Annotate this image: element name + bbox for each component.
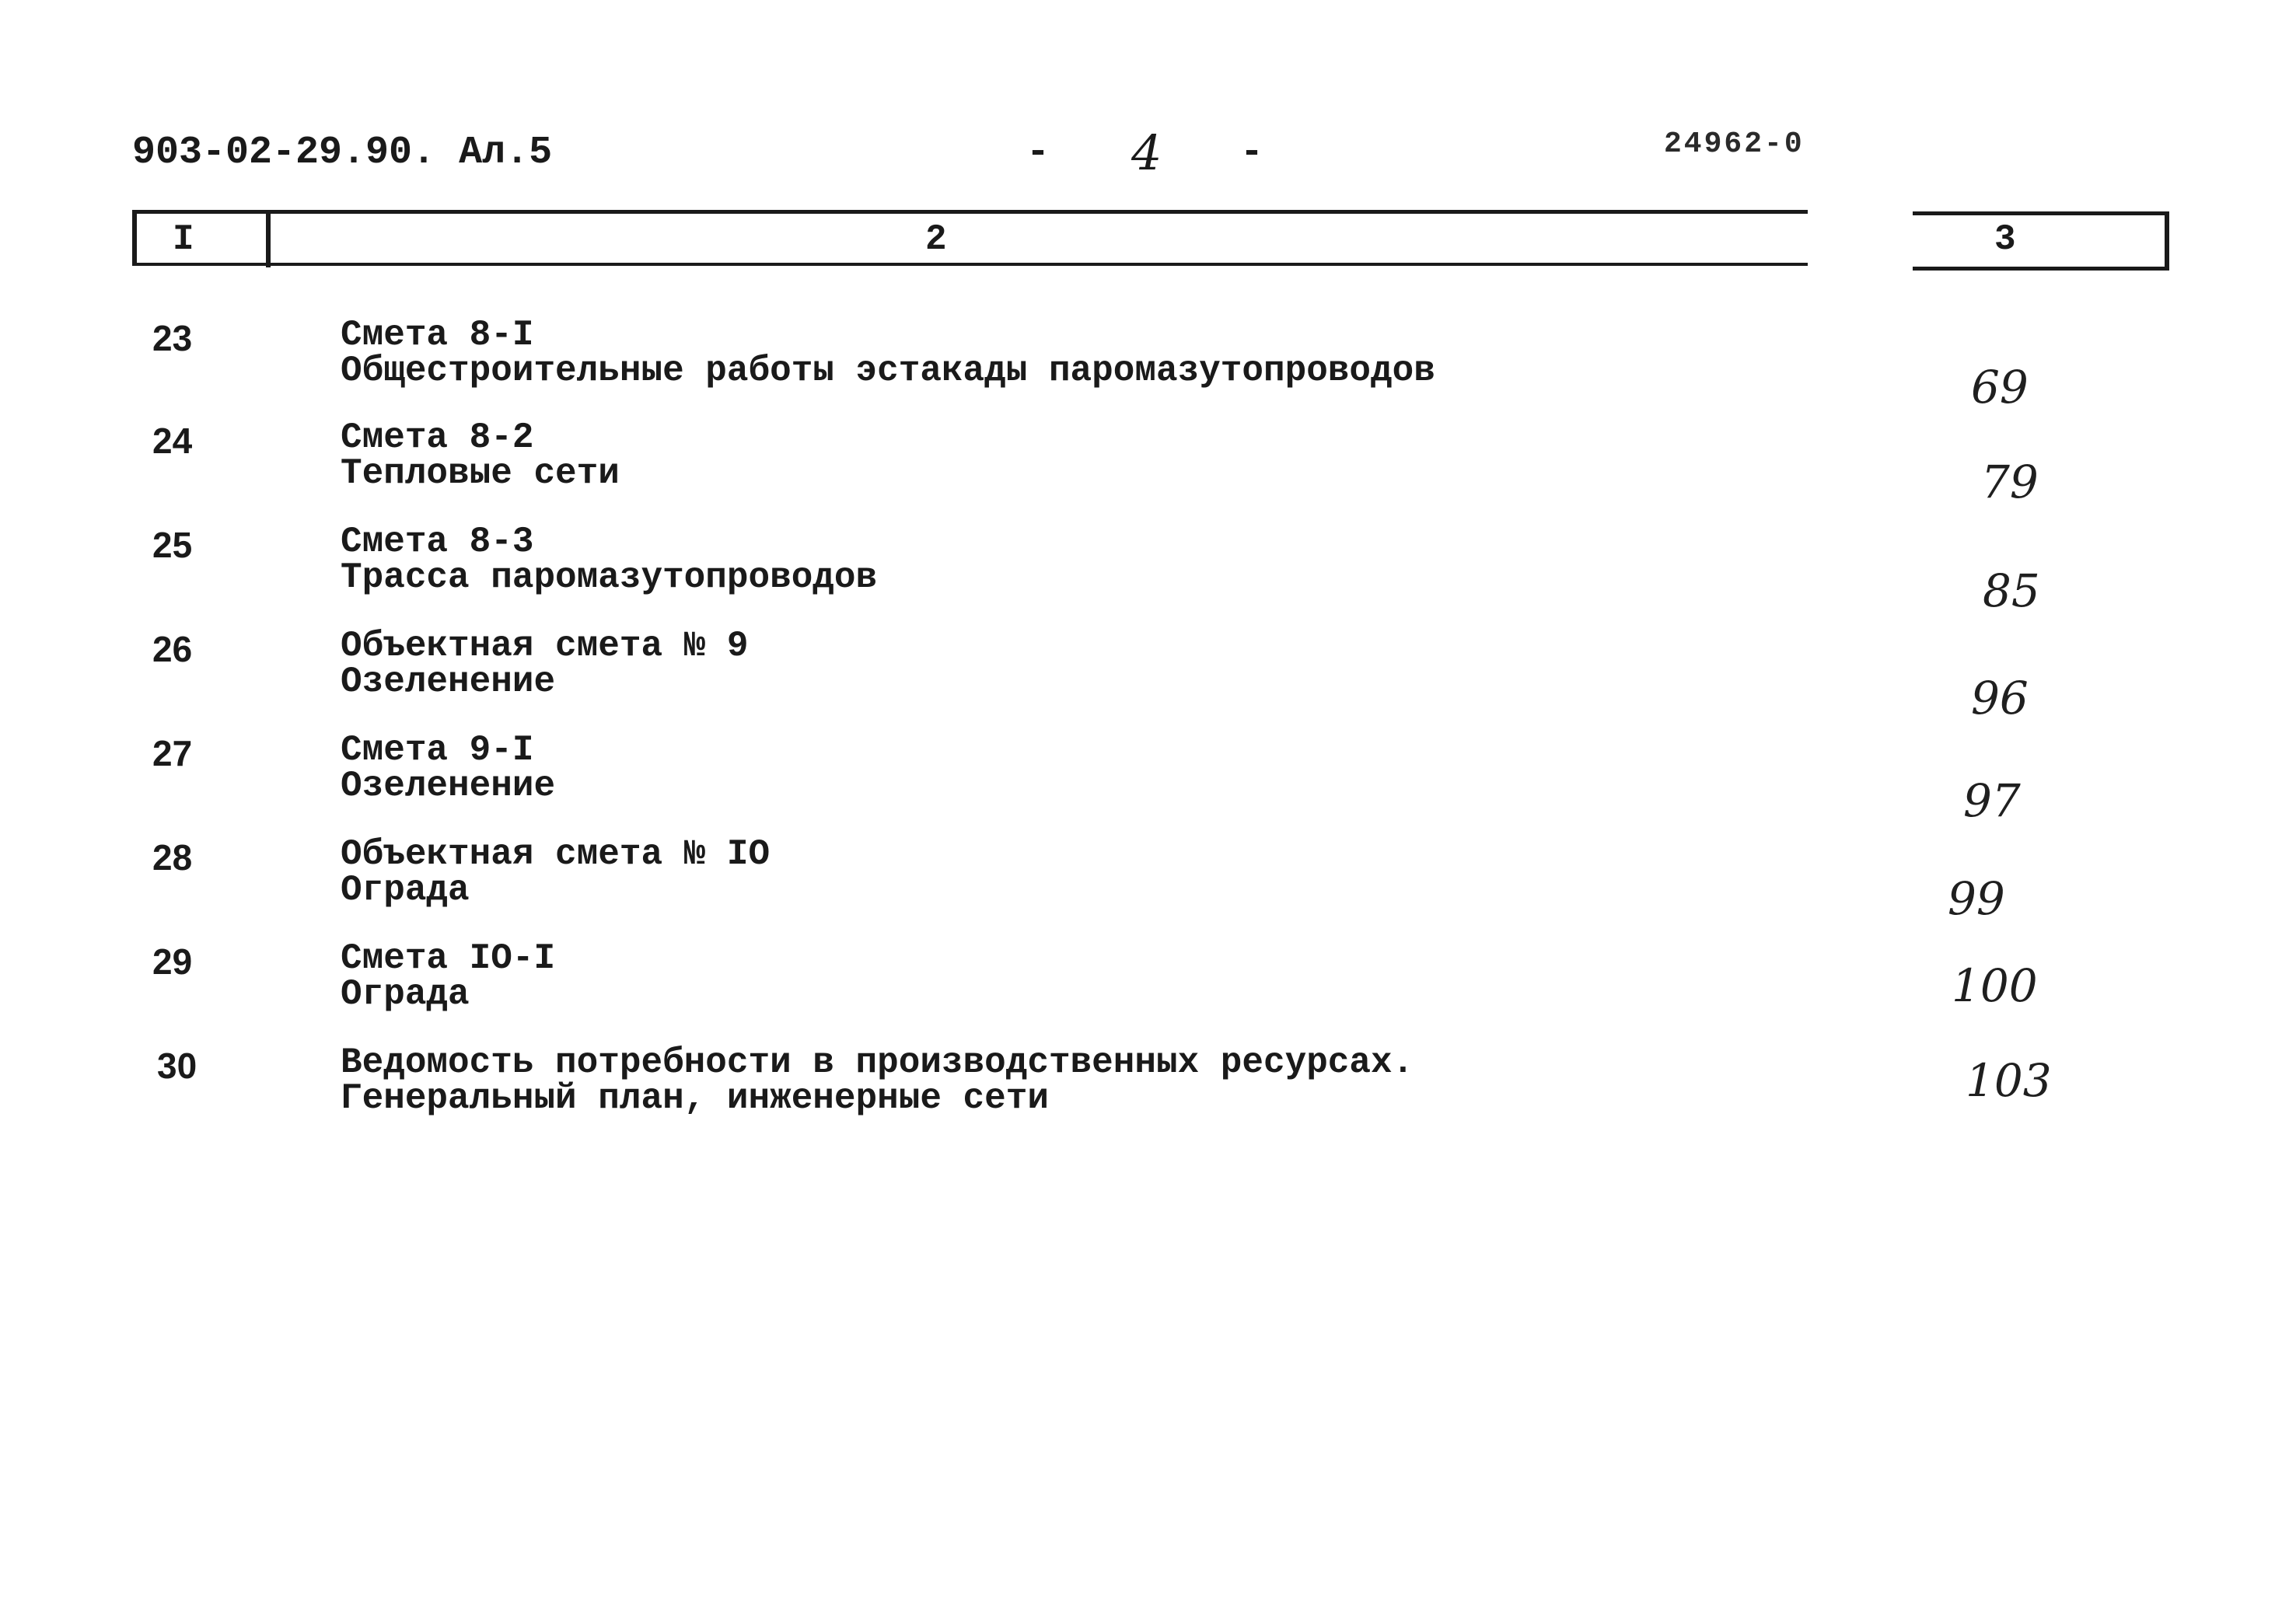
row-title: Объектная смета № 9 [341,626,749,666]
table-header-divider [266,211,271,267]
row-page-number: 103 [1966,1054,2052,1107]
row-number: 30 [157,1046,197,1086]
row-title: Объектная смета № IO [341,834,771,875]
row-number: 23 [152,318,193,358]
row-subtitle: Генеральный план, инженерные сети [341,1078,1049,1119]
table-row [0,417,2296,513]
row-title: Смета 8-2 [341,417,534,458]
row-page-number: 79 [1981,456,2039,508]
row-number: 26 [152,629,193,669]
table-row [0,315,2296,414]
page-number-dash-left: - [1026,131,1050,175]
row-number: 29 [152,941,193,982]
row-number: 25 [152,525,193,565]
row-page-number: 100 [1952,959,2038,1012]
row-number: 28 [152,837,193,878]
row-subtitle: Озеленение [341,766,556,806]
row-title: Смета 8-3 [341,522,534,562]
table-row [0,1042,2296,1138]
table-row [0,938,2296,1034]
column-header-2: 2 [925,219,947,260]
row-subtitle: Тепловые сети [341,453,620,494]
row-subtitle: Озеленение [341,662,556,702]
row-page-number: 99 [1948,872,2005,925]
table-header-frame [132,210,1808,266]
row-page-number: 85 [1983,564,2040,617]
row-page-number: 97 [1963,774,2021,827]
column-header-3: 3 [1994,219,2016,260]
table-row [0,732,2296,826]
row-subtitle: Общестроительные работы эстакады паромазутопроводов [341,351,1435,391]
row-subtitle: Ограда [341,870,470,910]
table-row [0,836,2296,930]
row-subtitle: Трасса паромазутопроводов [341,557,878,598]
table-header-frame-right [1913,211,2169,271]
row-subtitle: Ограда [341,974,470,1014]
page-number-dash-right: - [1240,131,1264,175]
table-row [0,626,2296,724]
row-title: Смета 9-I [341,730,534,770]
row-title: Смета IO-I [341,938,556,979]
row-page-number: 96 [1971,672,2029,724]
page-number: 4 [1131,124,1162,181]
archive-stamp: 24962-0 [1664,127,1805,161]
row-page-number: 69 [1971,361,2029,414]
row-title: Ведомость потребности в производственных ресурсах. [341,1042,1414,1083]
document-code: 903-02-29.90. Ал.5 [132,131,553,175]
row-number: 27 [152,733,193,773]
table-row [0,524,2296,617]
row-title: Смета 8-I [341,315,534,355]
column-header-1: I [173,219,194,260]
row-number: 24 [152,421,193,461]
